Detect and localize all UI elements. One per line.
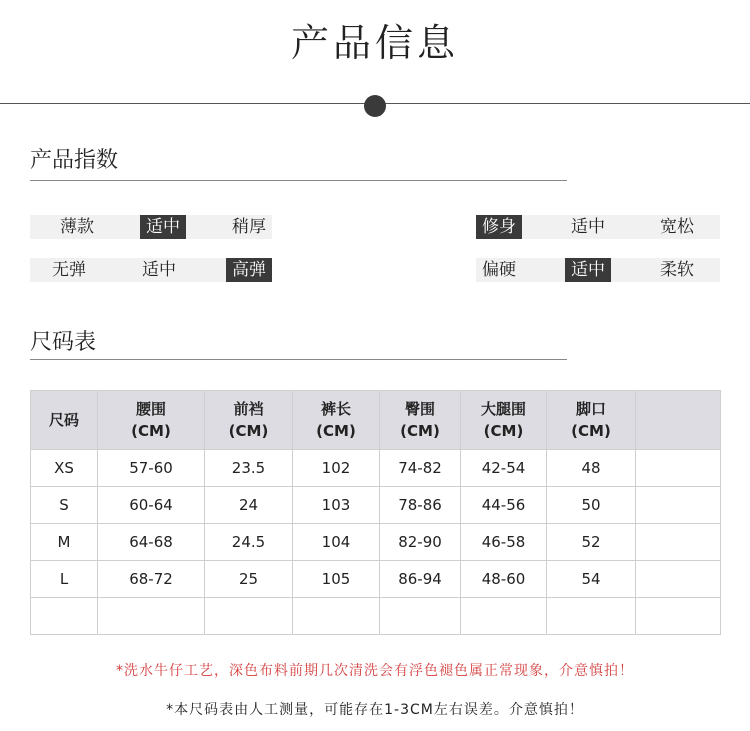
index-option-selected: 适中 — [140, 215, 186, 239]
index-group-fit — [476, 215, 720, 239]
index-option: 薄款 — [60, 217, 94, 237]
table-cell: 24.5 — [205, 524, 293, 561]
index-option: 柔软 — [660, 260, 694, 280]
measurement-note: *本尺码表由人工测量，可能存在1-3CM左右误差。介意慎拍！ — [166, 702, 584, 718]
table-cell — [461, 598, 547, 635]
table-row — [31, 450, 721, 487]
table-cell: 104 — [293, 524, 380, 561]
table-cell: 103 — [293, 487, 380, 524]
table-cell: L — [31, 561, 98, 598]
table-cell — [636, 598, 721, 635]
index-option: 稍厚 — [232, 217, 266, 237]
table-cell: 68-72 — [98, 561, 205, 598]
header-size: 尺码 — [31, 391, 98, 450]
table-cell: 64-68 — [98, 524, 205, 561]
table-cell — [98, 598, 205, 635]
index-option-selected: 高弹 — [226, 258, 272, 282]
table-cell: 50 — [547, 487, 636, 524]
index-option: 宽松 — [660, 217, 694, 237]
divider-dot — [364, 95, 386, 117]
table-cell: 42-54 — [461, 450, 547, 487]
index-section-title: 产品指数 — [30, 148, 119, 173]
table-row — [31, 598, 721, 635]
page-title: 产品信息 — [290, 21, 459, 65]
table-cell — [636, 561, 721, 598]
table-cell — [380, 598, 461, 635]
header-leg-opening: 脚口 (CM) — [547, 391, 636, 450]
index-option: 适中 — [142, 260, 176, 280]
index-group-elasticity — [30, 258, 272, 282]
table-row — [31, 524, 721, 561]
index-group-thickness — [30, 215, 272, 239]
table-cell — [636, 524, 721, 561]
index-option-selected: 适中 — [565, 258, 611, 282]
index-option: 无弹 — [52, 260, 86, 280]
table-cell: 78-86 — [380, 487, 461, 524]
table-cell: 48-60 — [461, 561, 547, 598]
table-cell: 46-58 — [461, 524, 547, 561]
table-cell: 57-60 — [98, 450, 205, 487]
table-cell — [205, 598, 293, 635]
table-cell: 48 — [547, 450, 636, 487]
table-cell: 24 — [205, 487, 293, 524]
size-table — [30, 390, 721, 635]
header-waist: 腰围 (CM) — [98, 391, 205, 450]
table-row — [31, 561, 721, 598]
table-cell — [547, 598, 636, 635]
index-section-line — [30, 180, 567, 181]
size-section-title: 尺码表 — [30, 330, 97, 355]
table-cell: 105 — [293, 561, 380, 598]
index-option: 偏硬 — [482, 260, 516, 280]
index-option-selected: 修身 — [476, 215, 522, 239]
table-cell: 23.5 — [205, 450, 293, 487]
table-cell: 82-90 — [380, 524, 461, 561]
table-cell: XS — [31, 450, 98, 487]
table-cell: 86-94 — [380, 561, 461, 598]
table-cell — [636, 487, 721, 524]
table-cell — [293, 598, 380, 635]
table-cell: S — [31, 487, 98, 524]
size-section-line — [30, 359, 567, 360]
table-cell: 54 — [547, 561, 636, 598]
table-cell — [31, 598, 98, 635]
header-empty — [636, 391, 721, 450]
index-group-softness — [476, 258, 720, 282]
header-length: 裤长 (CM) — [293, 391, 380, 450]
wash-warning-note: *洗水牛仔工艺，深色布料前期几次清洗会有浮色褪色属正常现象，介意慎拍！ — [116, 663, 634, 679]
header-hip: 臀围 (CM) — [380, 391, 461, 450]
table-cell: 44-56 — [461, 487, 547, 524]
table-row — [31, 487, 721, 524]
header-thigh: 大腿围 (CM) — [461, 391, 547, 450]
index-option: 适中 — [571, 217, 605, 237]
table-cell: 25 — [205, 561, 293, 598]
table-cell: 52 — [547, 524, 636, 561]
table-cell: M — [31, 524, 98, 561]
table-cell: 74-82 — [380, 450, 461, 487]
table-cell: 102 — [293, 450, 380, 487]
table-cell: 60-64 — [98, 487, 205, 524]
header-front-rise: 前裆 (CM) — [205, 391, 293, 450]
table-header-row — [31, 391, 721, 450]
table-cell — [636, 450, 721, 487]
